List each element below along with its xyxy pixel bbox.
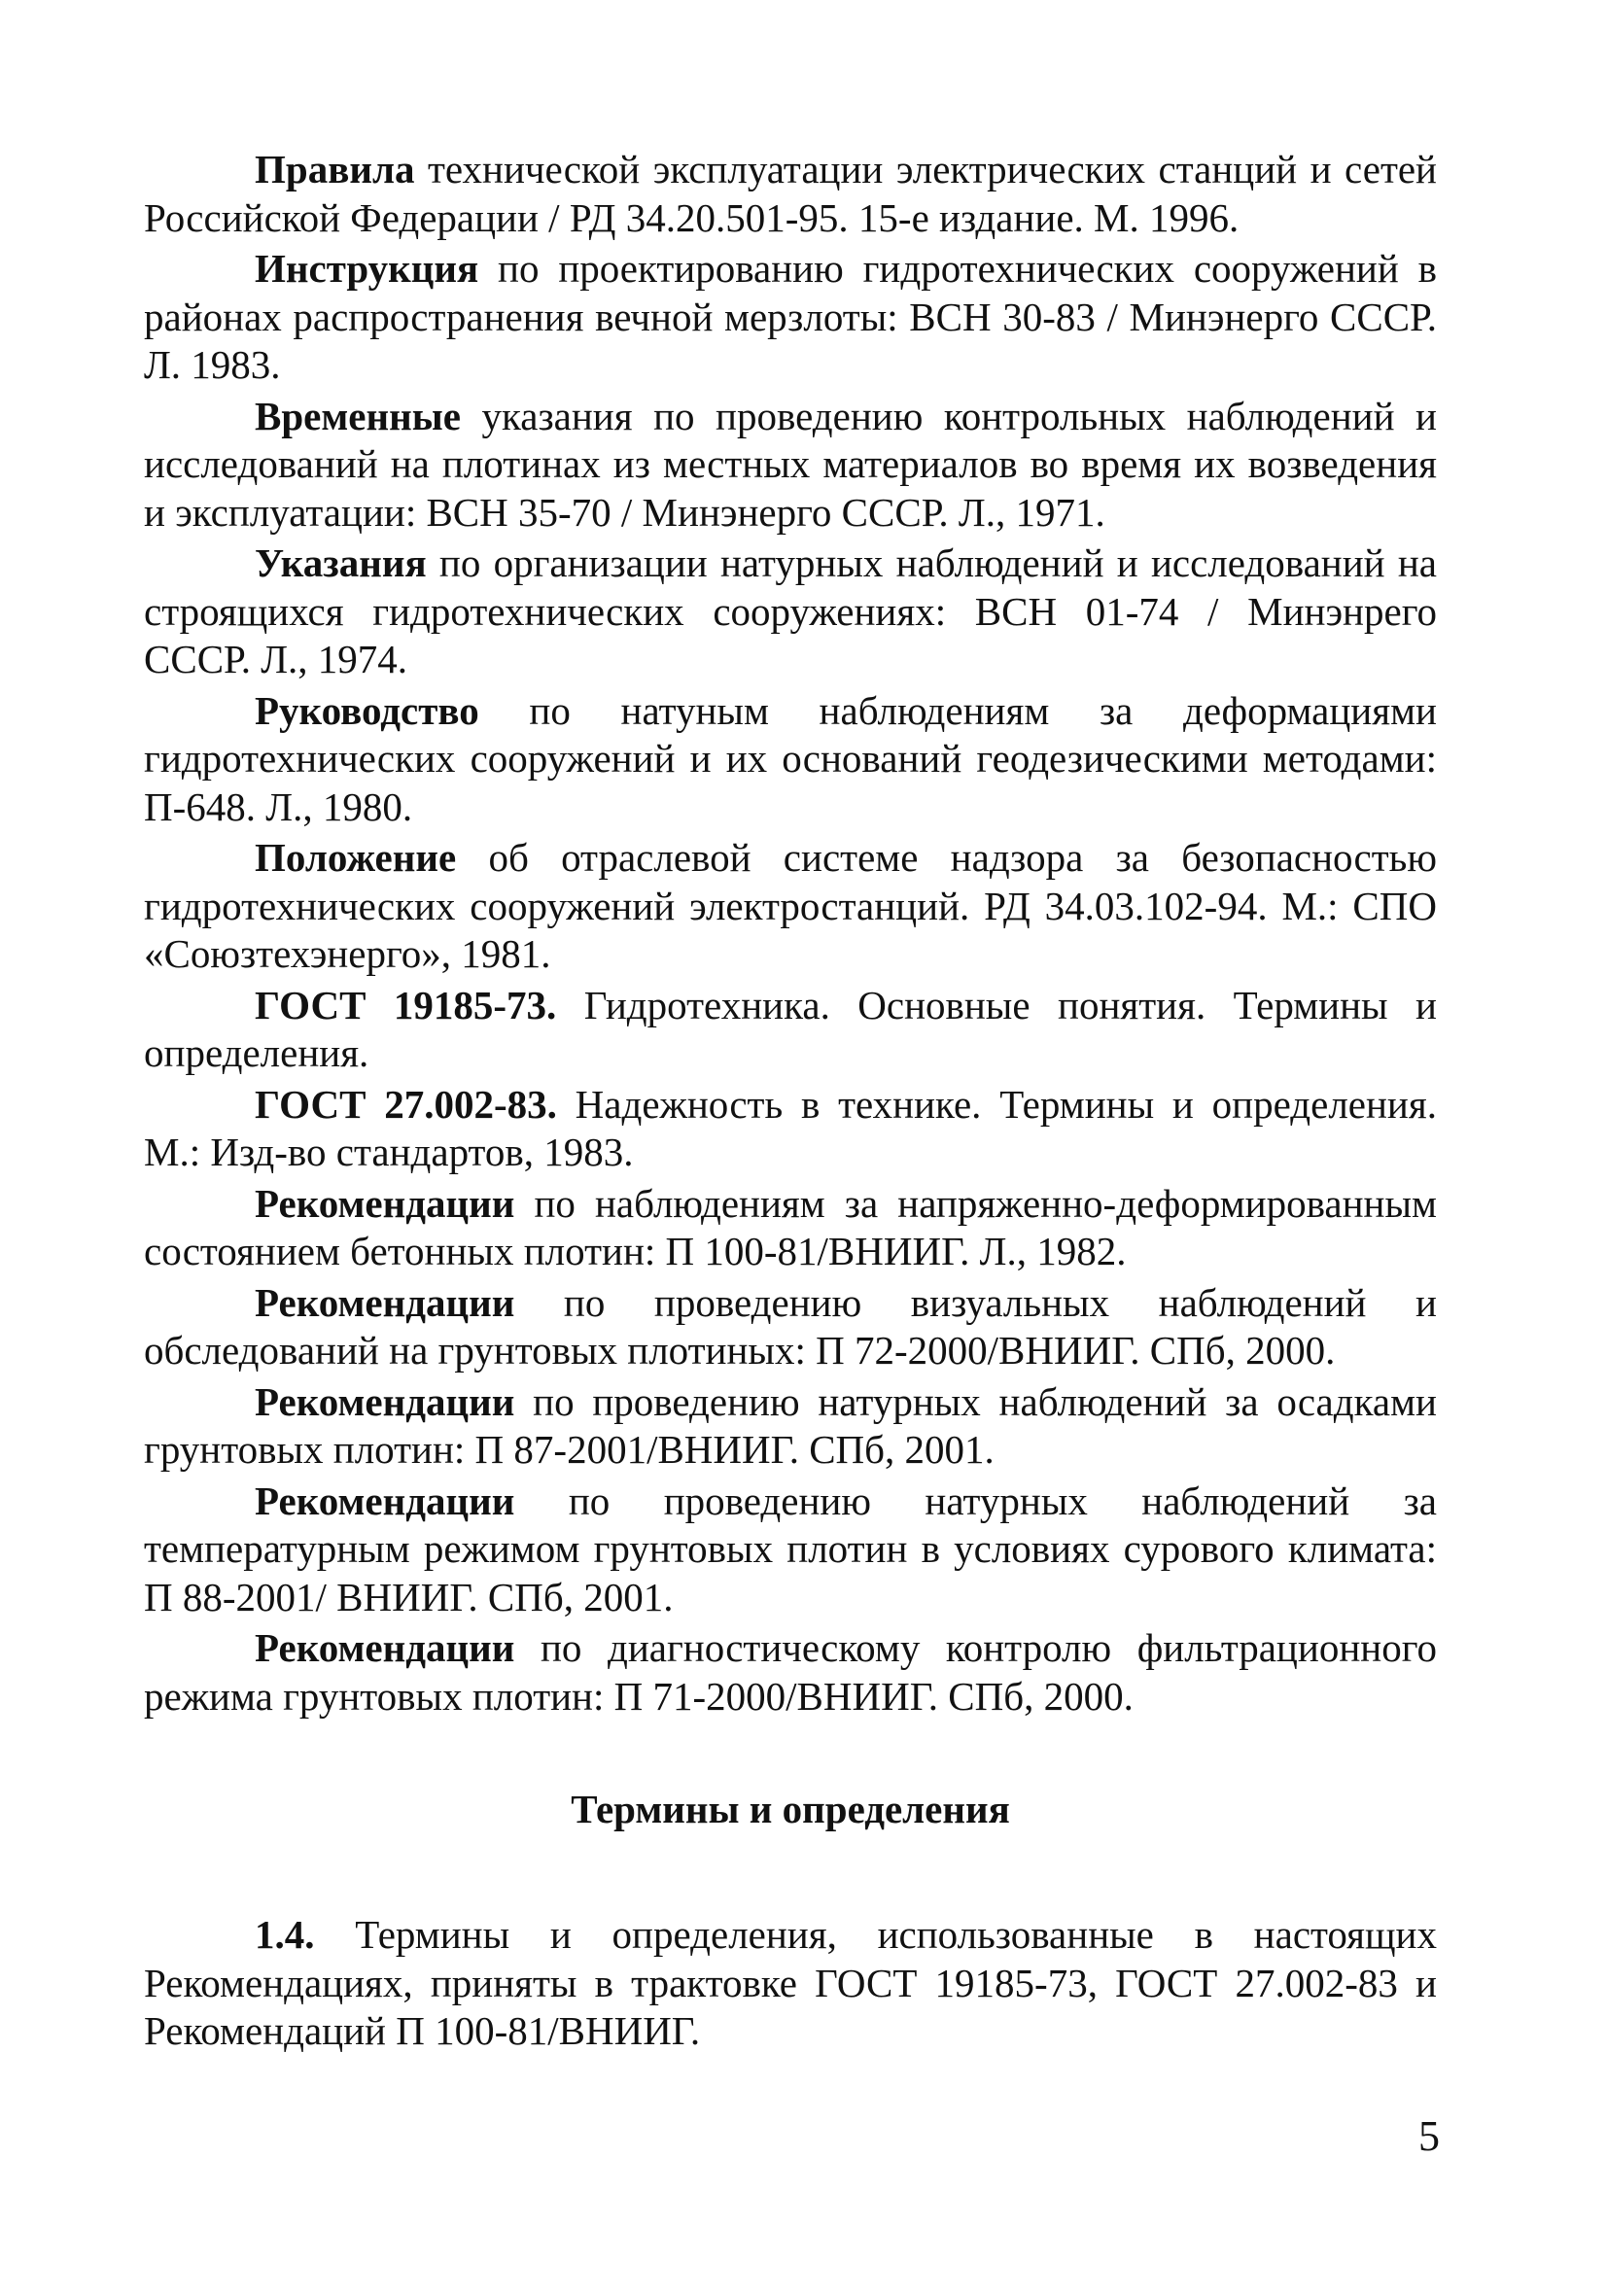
reference-item bbox=[144, 834, 1437, 979]
reference-item bbox=[144, 1081, 1437, 1177]
reference-text: по проектированию гидротехнических сооружений в районах распространения вечной мерзлоты: ВСН 30-83 / Минэнерго СССР. Л. 1983. bbox=[144, 246, 1437, 387]
reference-item bbox=[144, 539, 1437, 684]
reference-list bbox=[144, 146, 1437, 1721]
reference-keyword: Инструкция bbox=[255, 246, 479, 291]
reference-keyword: ГОСТ 27.002-83. bbox=[255, 1081, 557, 1127]
reference-keyword: Правила bbox=[255, 147, 415, 191]
reference-item bbox=[144, 146, 1437, 242]
reference-keyword: Указания bbox=[255, 540, 427, 585]
reference-keyword: Рекомендации bbox=[255, 1279, 515, 1325]
reference-item bbox=[144, 1624, 1437, 1721]
reference-text: по проведению натурных наблюдений за температурным режимом грунтовых плотин в условиях сурового климата: П 88-2001/ ВНИИГ. СПб, 2001. bbox=[144, 1478, 1437, 1619]
section-paragraph bbox=[144, 1911, 1437, 2056]
reference-item bbox=[144, 982, 1437, 1078]
reference-keyword: Рекомендации bbox=[255, 1180, 515, 1226]
reference-text: по наблюдениям за напряженно-деформированным состоянием бетонных плотин: П 100-81/ВНИИГ. Л., 1982. bbox=[144, 1180, 1437, 1273]
reference-keyword: Временные bbox=[255, 393, 461, 438]
reference-text: по проведению визуальных наблюдений и обследований на грунтовых плотиных: П 72-2000/ВНИИГ. СПб, 2000. bbox=[144, 1279, 1437, 1373]
reference-text: технической эксплуатации электрических станций и сетей Российской Федерации / РД 34.20.501-95. 15-е издание. М. 1996. bbox=[144, 147, 1437, 240]
reference-text: по организации натурных наблюдений и исследований на строящихся гидротехнических сооружениях: ВСН 01-74 / Минэнрего СССР. Л., 1974. bbox=[144, 540, 1437, 681]
reference-item bbox=[144, 1180, 1437, 1276]
reference-keyword: ГОСТ 19185-73. bbox=[255, 982, 557, 1027]
reference-keyword: Положение bbox=[255, 835, 457, 880]
reference-keyword: Руководство bbox=[255, 687, 479, 733]
reference-item bbox=[144, 1279, 1437, 1375]
reference-text: Надежность в технике. Термины и определения. М.: Изд-во стандартов, 1983. bbox=[144, 1081, 1437, 1174]
reference-text: об отраслевой системе надзора за безопасностью гидротехнических сооружений электростанций. РД 34.03.102-94. М.: СПО «Союзтехэнерго», 1981. bbox=[144, 835, 1437, 976]
reference-keyword: Рекомендации bbox=[255, 1478, 515, 1523]
reference-keyword: Рекомендации bbox=[255, 1378, 515, 1424]
reference-item bbox=[144, 1478, 1437, 1622]
reference-text: Гидротехника. Основные понятия. Термины и определения. bbox=[144, 982, 1437, 1075]
reference-keyword: Рекомендации bbox=[255, 1625, 515, 1670]
reference-text: по проведению натурных наблюдений за осадками грунтовых плотин: П 87-2001/ВНИИГ. СПб, 2001. bbox=[144, 1378, 1437, 1472]
page-number: 5 bbox=[1418, 2112, 1440, 2160]
reference-text: по диагностическому контролю фильтрационного режима грунтовых плотин: П 71-2000/ВНИИГ. СПб, 2000. bbox=[144, 1625, 1437, 1719]
reference-item bbox=[144, 245, 1437, 390]
reference-item bbox=[144, 393, 1437, 538]
paragraph-text: Термины и определения, использованные в настоящих Рекомендациях, приняты в трактовке ГОСТ 19185-73, ГОСТ 27.002-83 и Рекомендаций П 100-81/ВНИИГ. bbox=[144, 1912, 1437, 2053]
reference-item bbox=[144, 687, 1437, 832]
reference-item bbox=[144, 1378, 1437, 1475]
section-heading: Термины и определения bbox=[571, 1787, 1010, 1831]
paragraph-number: 1.4. bbox=[255, 1912, 315, 1957]
reference-text: указания по проведению контрольных наблюдений и исследований на плотинах из местных материалов во время их возведения и эксплуатации: ВСН 35-70 / Минэнерго СССР. Л., 1971. bbox=[144, 393, 1437, 535]
reference-text: по натуным наблюдениям за деформациями гидротехнических сооружений и их оснований геодезическими методами: П-648. Л., 1980. bbox=[144, 687, 1437, 829]
page-body bbox=[144, 146, 1437, 2056]
